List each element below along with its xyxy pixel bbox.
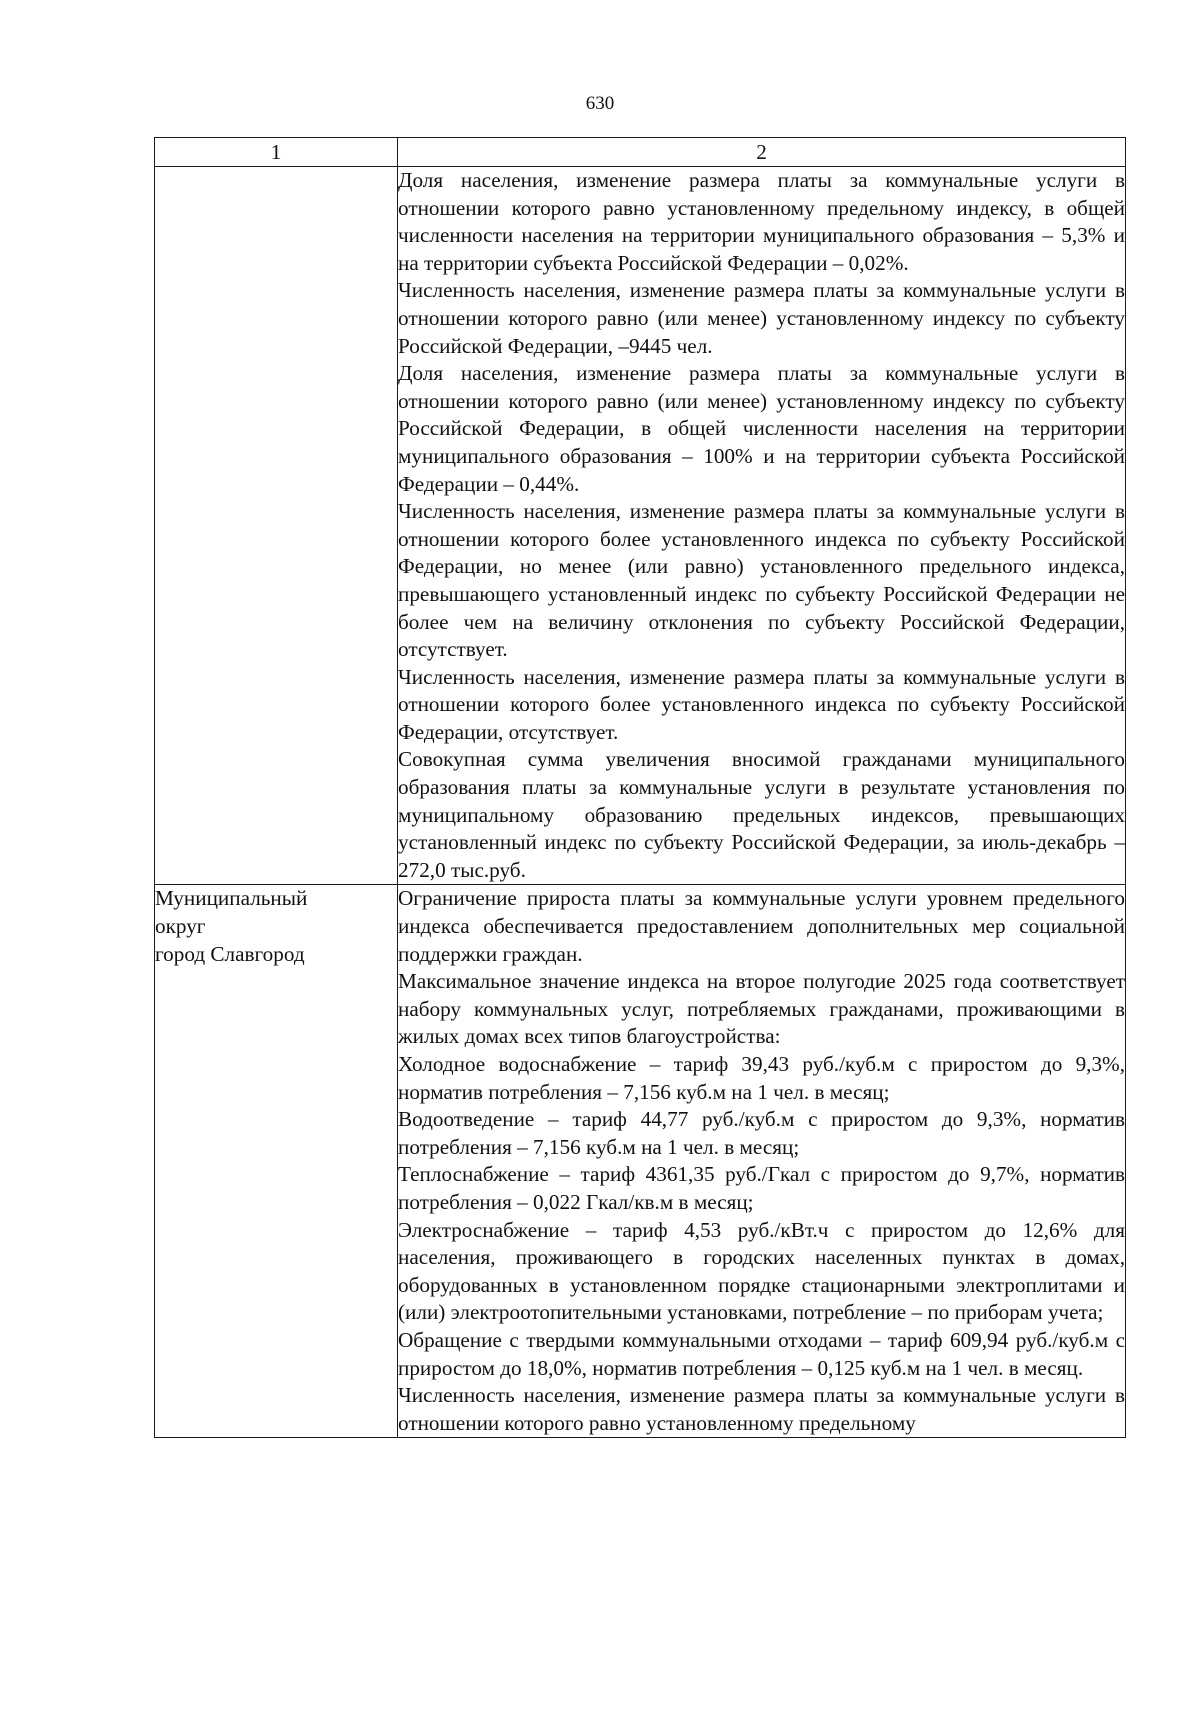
- column-header-1: 1: [155, 138, 398, 167]
- paragraph: Холодное водоснабжение – тариф 39,43 руб./куб.м с приростом до 9,3%, норматив потребления – 7,156 куб.м на 1 чел. в месяц;: [398, 1052, 1125, 1104]
- column-header-2: 2: [398, 138, 1126, 167]
- paragraph: Электроснабжение – тариф 4,53 руб./кВт.ч с приростом до 12,6% для населения, проживающего в городских населенных пунктах в домах, оборудованных в установленном порядке стационарными электроплитами и (или) электроотопительными установками, потребление – по приборам учета;: [398, 1217, 1125, 1325]
- table-header-row: [155, 138, 1126, 167]
- row-text-cell: [398, 167, 1126, 885]
- document-table: [154, 137, 1126, 1438]
- paragraph: Численность населения, изменение размера платы за коммунальные услуги в отношении которого более установленного индекса по субъекту Российской Федерации, но менее (или равно) установленного предельного индекса, превышающего установленный индекс по субъекту Российской Федерации не более чем на величину отклонения по субъекту Российской Федерации, отсутствует.: [398, 499, 1125, 662]
- row-label-cell: [155, 167, 398, 885]
- paragraph: Обращение с твердыми коммунальными отходами – тариф 609,94 руб./куб.м с приростом до 18,0%, норматив потребления – 0,125 куб.м на 1 чел. в месяц.: [398, 1327, 1125, 1380]
- table-row: [155, 885, 1126, 1438]
- paragraph: Доля населения, изменение размера платы за коммунальные услуги в отношении которого равно (или менее) установленному индексу по субъекту Российской Федерации, в общей численности населения на территории муниципального образования – 100% и на территории субъекта Российской Федерации – 0,44%.: [398, 361, 1125, 496]
- paragraph: Численность населения, изменение размера платы за коммунальные услуги в отношении которого более установленного индекса по субъекту Российской Федерации, отсутствует.: [398, 664, 1125, 744]
- page-number: 630: [585, 93, 615, 114]
- paragraph: Водоотведение – тариф 44,77 руб./куб.м с приростом до 9,3%, норматив потребления – 7,156 куб.м на 1 чел. в месяц;: [398, 1107, 1125, 1159]
- paragraph: Доля населения, изменение размера платы за коммунальные услуги в отношении которого равно установленному предельному индексу, в общей численности населения на территории муниципального образования – 5,3% и на территории субъекта Российской Федерации – 0,02%.: [398, 168, 1125, 275]
- table-row: [155, 167, 1126, 885]
- municipality-label-line: Муниципальный: [155, 886, 308, 911]
- municipality-label-line: город Славгород: [155, 941, 305, 966]
- row-label-cell: [155, 885, 398, 1438]
- paragraph: Теплоснабжение – тариф 4361,35 руб./Гкал с приростом до 9,7%, норматив потребления – 0,022 Гкал/кв.м в месяц;: [398, 1162, 1125, 1214]
- paragraph: Совокупная сумма увеличения вносимой гражданами муниципального образования платы за коммунальные услуги в результате установления по муниципальному образованию предельных индексов, превышающих установленный индекс по субъекту Российской Федерации, за июль-декабрь – 272,0 тыс.руб.: [398, 747, 1125, 882]
- paragraph: Ограничение прироста платы за коммунальные услуги уровнем предельного индекса обеспечивается предоставлением дополнительных мер социальной поддержки граждан.: [398, 886, 1125, 966]
- paragraph: Максимальное значение индекса на второе полугодие 2025 года соответствует набору коммунальных услуг, потребляемых гражданами, проживающими в жилых домах всех типов благоустройства:: [398, 969, 1125, 1049]
- paragraph: Численность населения, изменение размера платы за коммунальные услуги в отношении которого равно установленному предельному: [398, 1383, 1125, 1435]
- row-text-cell: [398, 885, 1126, 1438]
- paragraph: Численность населения, изменение размера платы за коммунальные услуги в отношении которого равно (или менее) установленному индексу по субъекту Российской Федерации, –9445 чел.: [398, 278, 1125, 358]
- municipality-label-line: округ: [155, 914, 206, 939]
